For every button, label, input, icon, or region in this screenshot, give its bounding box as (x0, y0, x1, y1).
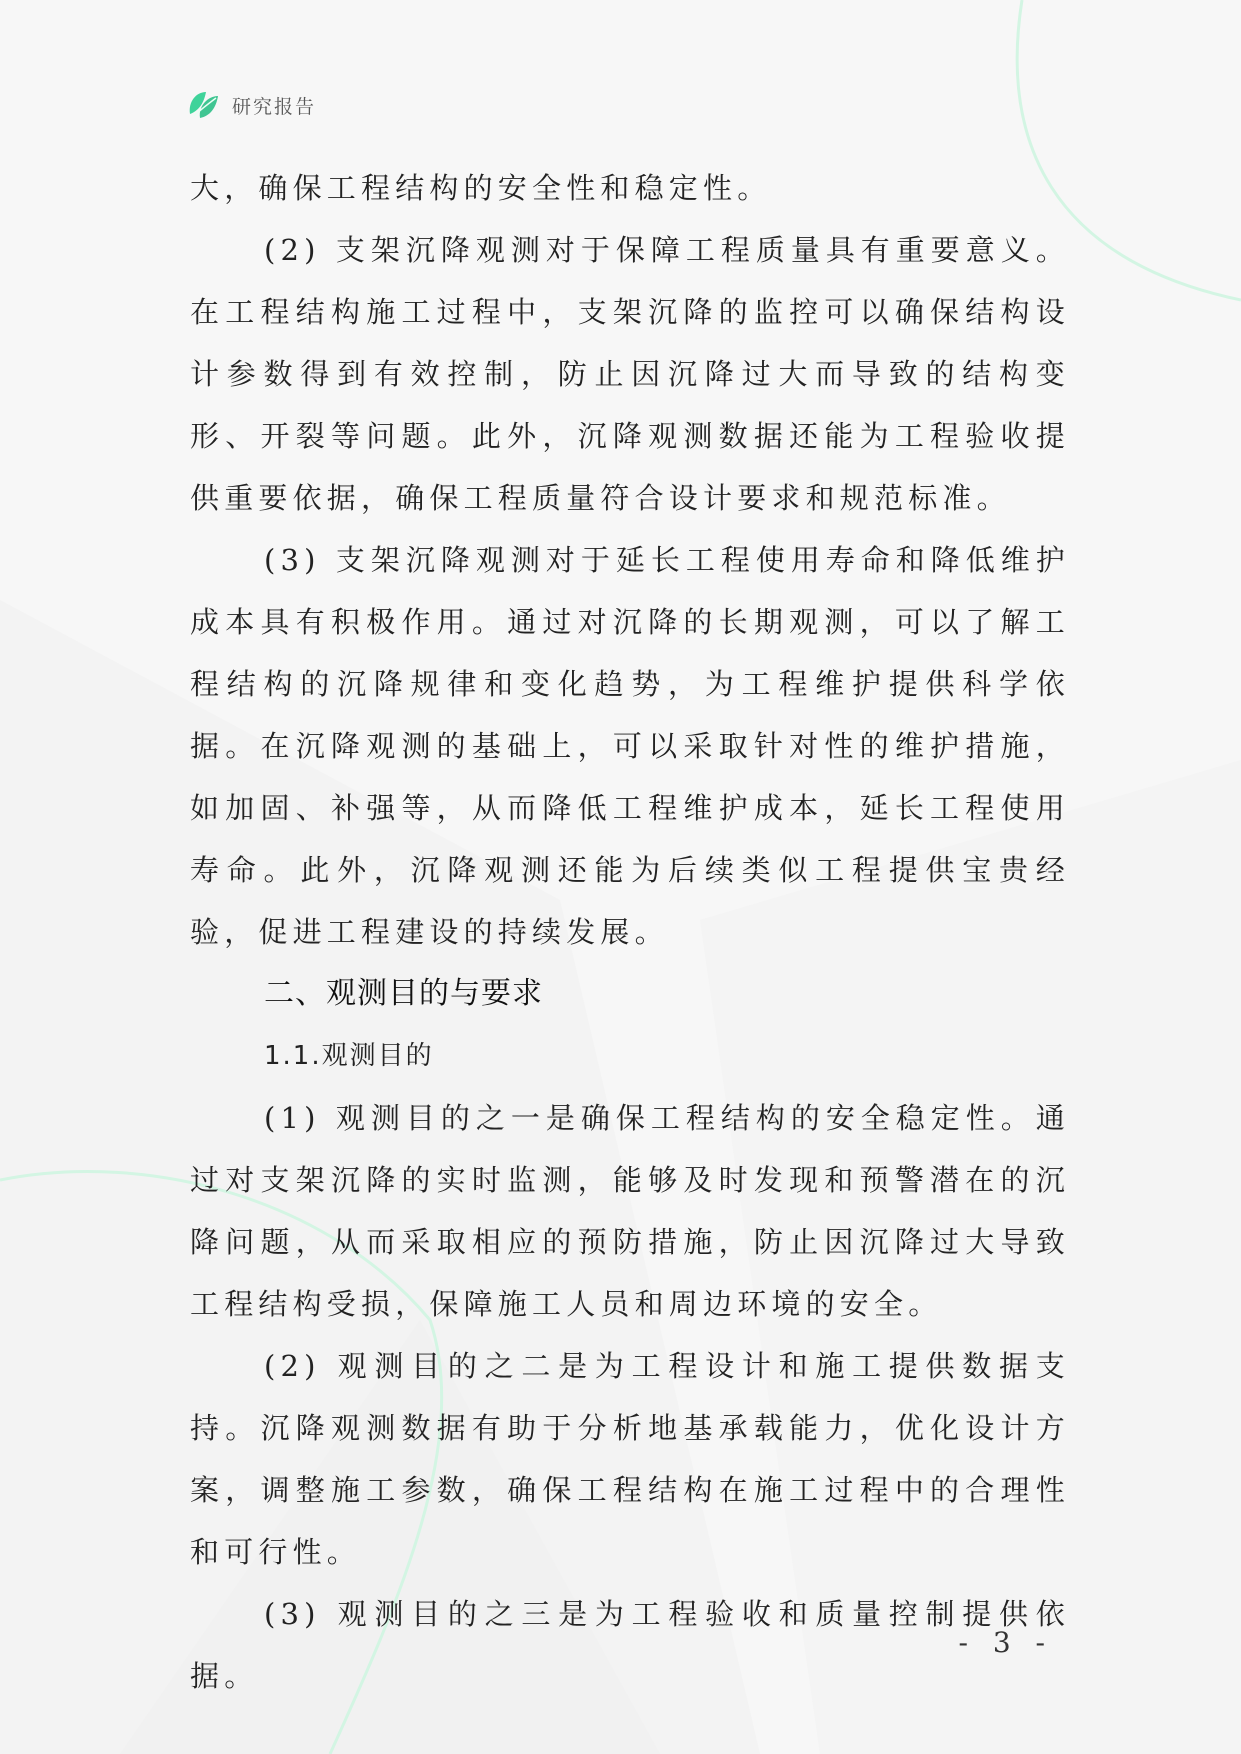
paragraph-2: (2) 支架沉降观测对于保障工程质量具有重要意义。在工程结构施工过程中，支架沉降的监控可以确保结构设计参数得到有效控制，防止因沉降过大而导致的结构变形、开裂等问题。此外，沉降观测数据还能为工程验收提供重要依据，确保工程质量符合设计要求和规范标准。 (190, 233, 1070, 515)
paragraph-6: (3) 观测目的之三是为工程验收和质量控制提供依据。 (190, 1597, 1070, 1693)
paragraph-5: (2) 观测目的之二是为工程设计和施工提供数据支持。沉降观测数据有助于分析地基承载能力，优化设计方案，调整施工参数，确保工程结构在施工过程中的合理性和可行性。 (190, 1349, 1070, 1569)
paragraph-4: (1) 观测目的之一是确保工程结构的安全稳定性。通过对支架沉降的实时监测，能够及时发现和预警潜在的沉降问题，从而采取相应的预防措施，防止因沉降过大导致工程结构受损，保障施工人员和周边环境的安全。 (190, 1101, 1070, 1321)
paragraph-3: (3) 支架沉降观测对于延长工程使用寿命和降低维护成本具有积极作用。通过对沉降的长期观测，可以了解工程结构的沉降规律和变化趋势，为工程维护提供科学依据。在沉降观测的基础上，可以采取针对性的维护措施，如加固、补强等，从而降低工程维护成本，延长工程使用寿命。此外，沉降观测还能为后续类似工程提供宝贵经验，促进工程建设的持续发展。 (190, 543, 1070, 949)
section-heading: 二、观测目的与要求 (264, 976, 543, 1011)
document-body (190, 157, 1070, 1707)
paragraph-continued: 大，确保工程结构的安全性和稳定性。 (190, 171, 772, 205)
document-header (186, 88, 316, 122)
page-number: - 3 - (958, 1626, 1053, 1659)
subsection-heading: 1.1.观测目的 (264, 1041, 434, 1071)
green-leaf-logo-icon (186, 88, 222, 122)
header-title: 研究报告 (232, 95, 317, 118)
